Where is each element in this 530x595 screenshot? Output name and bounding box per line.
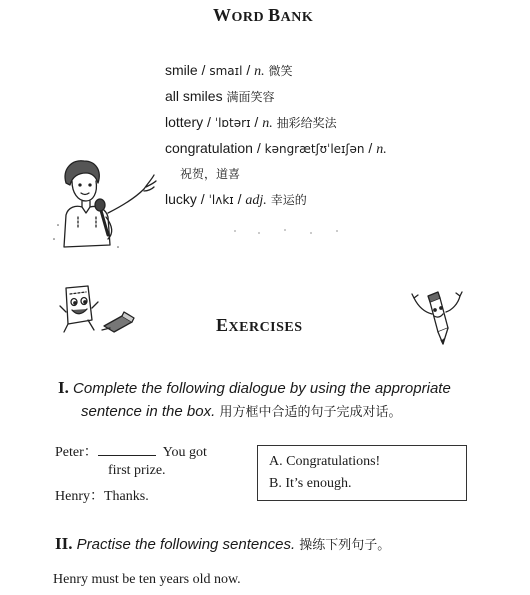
part-of-speech: n.: [262, 116, 273, 131]
part-of-speech: n.: [254, 64, 265, 79]
word-bank-title: WORD BANK: [213, 5, 314, 25]
part-of-speech: adj.: [245, 193, 267, 208]
happy-paper-character-illustration: [58, 282, 100, 334]
phonetic-text: ˈlʌkɪ: [208, 193, 234, 207]
word-text: congratulation: [165, 140, 253, 156]
chinese-meaning: 幸运的: [270, 193, 307, 207]
decorative-dots: [225, 225, 355, 239]
chinese-meaning: 微笑: [268, 64, 293, 78]
option-b: B. It’s enough.: [269, 476, 352, 491]
exercise-1-instruction-line2: sentence in the box.: [81, 403, 216, 420]
chinese-meaning: 满面笑容: [226, 90, 275, 104]
answer-blank[interactable]: [98, 443, 156, 456]
dialogue-peter-line: Peter： You got: [55, 445, 207, 460]
exercise-1-numeral: I.: [58, 378, 69, 397]
word-entry-congratulation: congratulation / kəngrætʃʊˈleɪʃən / n.: [165, 140, 387, 157]
speaker-peter: Peter：: [55, 445, 98, 460]
chinese-meaning: 祝贺，道喜: [180, 167, 241, 181]
exercise-1-instruction: [58, 376, 528, 401]
exercise-1-instruction-cn: 用方框中合适的句子完成对话。: [219, 405, 402, 420]
word-entry-congratulation-meaning: [180, 165, 240, 182]
exercises-title: EXERCISES: [216, 315, 303, 335]
word-text: lucky: [165, 191, 197, 207]
word-entry-smile: smile / smaɪl / n. 微笑: [165, 62, 293, 79]
exercise-2-instruction-cn: 操练下列句子。: [299, 538, 391, 553]
word-text: lottery: [165, 114, 204, 130]
pencil-character-illustration: [410, 288, 464, 348]
dialogue-henry-line: Henry：Thanks.: [55, 489, 149, 504]
exercise-2-instruction: II. Practise the following sentences. 操练下列句子。: [55, 534, 391, 553]
part-of-speech: n.: [376, 142, 387, 157]
answer-options-box: [257, 445, 467, 501]
chinese-meaning: 抽彩给奖法: [276, 116, 337, 130]
exercise-1-instruction-line1: Complete the following dialogue by using the appropriate: [73, 380, 451, 397]
word-entry-lucky: lucky / ˈlʌkɪ / adj. 幸运的: [165, 191, 307, 208]
phonetic-text: kəngrætʃʊˈleɪʃən: [264, 142, 365, 156]
practice-sentence: Henry must be ten years old now.: [53, 572, 241, 587]
word-entry-lottery: lottery / ˈlɒtərɪ / n. 抽彩给奖法: [165, 114, 337, 131]
speaker-henry: Henry：: [55, 489, 104, 504]
eraser-icon: [100, 310, 136, 334]
word-entry-all-smiles: [165, 88, 274, 105]
dialogue-peter-line2: first prize.: [108, 463, 166, 478]
exercise-2-numeral: II.: [55, 534, 73, 553]
word-text: all smiles: [165, 88, 223, 104]
woman-microphone-illustration: [48, 155, 160, 255]
exercise-1-instruction-cont: [81, 400, 401, 425]
phonetic-text: ˈlɒtərɪ: [214, 116, 251, 130]
phonetic-text: smaɪl: [209, 64, 243, 78]
option-a: A. Congratulations!: [269, 454, 381, 469]
word-text: smile: [165, 62, 198, 78]
